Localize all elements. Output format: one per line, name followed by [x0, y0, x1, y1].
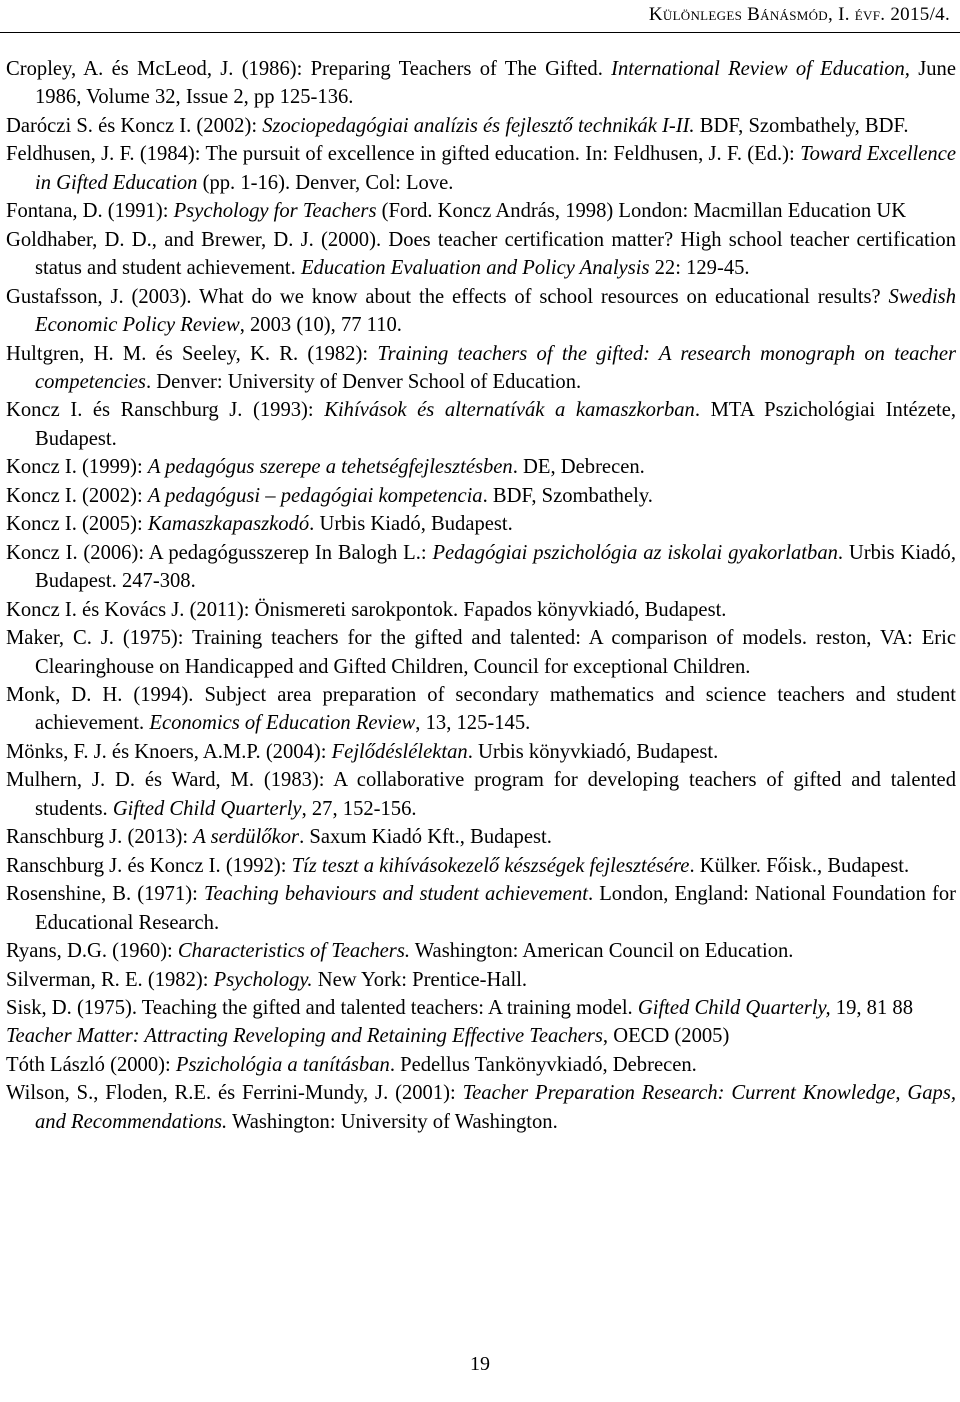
reference-text: June 1986, Volume 32, Issue 2, pp 125-136.	[35, 58, 956, 109]
reference-text: Mulhern, J. D. és Ward, M. (1983): A collaborative program for developing teachers of gifted and talented students.	[6, 769, 956, 820]
page-number: 19	[470, 1353, 490, 1375]
reference-entry	[6, 596, 956, 624]
reference-text: Sisk, D. (1975). Teaching the gifted and talented teachers: A training model.	[6, 996, 638, 1019]
reference-italic-text: A pedagógus szerepe a tehetségfejlesztésben	[147, 456, 513, 479]
reference-text: New York: Prentice-Hall.	[312, 968, 528, 991]
reference-text: Feldhusen, J. F. (1984): The pursuit of excellence in gifted education. In: Feldhusen, J. F. (Ed.):	[6, 143, 801, 166]
reference-italic-text: Teacher Preparation Research: Current Knowledge, Gaps, and Recommendations.	[35, 1082, 956, 1133]
reference-entry	[6, 994, 956, 1022]
reference-text: Ryans, D.G. (1960):	[6, 940, 178, 963]
reference-text: Ranschburg J. (2013):	[6, 826, 194, 849]
reference-text: 19, 81 88	[830, 996, 914, 1019]
reference-text: Fontana, D. (1991):	[6, 200, 174, 223]
reference-entry	[6, 482, 956, 510]
reference-entry	[6, 1051, 956, 1079]
reference-text: (pp. 1-16). Denver, Col: Love.	[197, 171, 454, 194]
reference-italic-text: Kihívások és alternatívák a kamaszkorban	[324, 399, 695, 422]
reference-entry	[6, 766, 956, 823]
reference-text: . Külker. Főisk., Budapest.	[689, 854, 910, 877]
reference-text: Koncz I. (2006): A pedagógusszerep In Balogh L.:	[6, 541, 433, 564]
reference-text: Hultgren, H. M. és Seeley, K. R. (1982):	[6, 342, 378, 365]
reference-text: Goldhaber, D. D., and Brewer, D. J. (2000). Does teacher certification matter? High school teacher certification status and student achievement.	[6, 228, 956, 280]
reference-text: Koncz I. (1999):	[6, 456, 148, 479]
reference-text: . MTA Pszichológiai Intézete, Budapest.	[35, 399, 956, 450]
reference-italic-text: Economics of Education Review	[149, 712, 416, 735]
reference-text: Koncz I. (2005):	[6, 513, 148, 536]
reference-text: Washington: American Council on Education.	[409, 940, 794, 963]
reference-entry	[6, 140, 956, 197]
reference-text: BDF, Szombathely, BDF.	[694, 114, 909, 137]
reference-italic-text: Teacher Matter: Attracting Reveloping and Retaining Effective Teachers	[6, 1025, 603, 1048]
reference-italic-text: Szociopedagógiai analízis és fejlesztő technikák I-II.	[262, 114, 695, 137]
reference-text: Monk, D. H. (1994). Subject area preparation of secondary mathematics and science teachers and student achievement.	[6, 683, 956, 735]
reference-italic-text: Swedish Economic Policy Review	[35, 285, 956, 337]
reference-italic-text: Fejlődéslélektan	[331, 740, 468, 763]
reference-entry	[6, 112, 956, 140]
reference-text: . Urbis könyvkiadó, Budapest.	[467, 740, 719, 763]
reference-italic-text: Toward Excellence in Gifted Education	[35, 143, 956, 194]
header-rule	[0, 32, 960, 33]
reference-entry	[6, 852, 956, 880]
reference-text: Daróczi S. és Koncz I. (2002):	[6, 114, 263, 137]
reference-text: . Urbis Kiadó, Budapest. 247-308.	[35, 541, 956, 593]
reference-entry	[6, 823, 956, 851]
reference-italic-text: Psychology.	[213, 968, 313, 991]
reference-text: . Saxum Kiadó Kft., Budapest.	[299, 826, 552, 849]
reference-text: Ranschburg J. és Koncz I. (1992):	[6, 854, 292, 877]
reference-entry	[6, 681, 956, 738]
reference-text: Wilson, S., Floden, R.E. és Ferrini-Mundy, J. (2001):	[6, 1082, 463, 1105]
reference-text: 22: 129-45.	[649, 257, 750, 280]
reference-italic-text: Teaching behaviours and student achievement	[203, 883, 588, 906]
reference-text: Cropley, A. és McLeod, J. (1986): Preparing Teachers of The Gifted.	[6, 58, 612, 80]
reference-text: (Ford. Koncz András, 1998) London: Macmillan Education UK	[376, 200, 907, 223]
reference-entry	[6, 283, 956, 340]
reference-italic-text: Gifted Child Quarterly	[112, 797, 302, 820]
reference-text: Mönks, F. J. és Knoers, A.M.P. (2004):	[6, 740, 332, 763]
reference-italic-text: Pszichológia a tanításban	[175, 1053, 390, 1076]
reference-italic-text: Psychology for Teachers	[173, 200, 377, 223]
running-header: Különleges Bánásmód, I. évf. 2015/4.	[648, 4, 950, 25]
reference-text: Tóth László (2000):	[6, 1053, 176, 1076]
reference-entry	[6, 226, 956, 283]
reference-entry	[6, 340, 956, 397]
reference-italic-text: Tíz teszt a kihívásokezelő készségek fejlesztésére	[291, 854, 690, 877]
reference-text: Rosenshine, B. (1971):	[6, 883, 204, 906]
reference-entry	[6, 510, 956, 538]
reference-entry	[6, 197, 956, 225]
reference-text: Koncz I. és Kovács J. (2011): Önismereti sarokpontok. Fapados könyvkiadó, Budapest.	[6, 598, 727, 621]
reference-entry	[6, 937, 956, 965]
reference-italic-text: A serdülőkor	[193, 826, 300, 849]
reference-text: , 2003 (10), 77 110.	[239, 314, 402, 337]
reference-italic-text: International Review of Education,	[611, 58, 910, 80]
reference-italic-text: Gifted Child Quarterly,	[637, 996, 831, 1019]
reference-entry	[6, 738, 956, 766]
reference-text: Koncz I. (2002):	[6, 484, 148, 507]
reference-entry	[6, 1079, 956, 1136]
reference-text: . London, England: National Foundation for Educational Research.	[35, 883, 956, 934]
reference-text: Washington: University of Washington.	[227, 1110, 558, 1133]
reference-entry	[6, 880, 956, 937]
reference-italic-text: Characteristics of Teachers.	[177, 940, 410, 963]
reference-text: . DE, Debrecen.	[512, 456, 645, 479]
reference-entry	[6, 55, 956, 112]
reference-text: , 27, 152-156.	[301, 797, 417, 820]
reference-text: Silverman, R. E. (1982):	[6, 968, 214, 991]
reference-text: . Pedellus Tankönyvkiadó, Debrecen.	[389, 1053, 697, 1076]
reference-italic-text: Education Evaluation and Policy Analysis	[300, 257, 650, 280]
reference-text: Maker, C. J. (1975): Training teachers for the gifted and talented: A comparison of models. reston, VA: Eric Clearinghouse on Handicapped and Gifted Children, Council for exceptional Children.	[6, 627, 956, 678]
reference-entry	[6, 966, 956, 994]
reference-italic-text: Pedagógiai pszichológia az iskolai gyakorlatban	[432, 541, 838, 564]
reference-text: . Urbis Kiadó, Budapest.	[309, 513, 513, 536]
reference-entry	[6, 1022, 956, 1050]
reference-italic-text: A pedagógusi – pedagógiai kompetencia	[147, 484, 483, 507]
reference-text: , OECD (2005)	[602, 1025, 730, 1048]
reference-text: . Denver: University of Denver School of Education.	[145, 370, 582, 393]
reference-entry	[6, 539, 956, 596]
reference-text: Gustafsson, J. (2003). What do we know about the effects of school resources on educational results?	[6, 285, 889, 308]
reference-entry	[6, 453, 956, 481]
reference-italic-text: Kamaszkapaszkodó	[147, 513, 310, 536]
reference-text: , 13, 125-145.	[415, 712, 531, 735]
reference-entry	[6, 624, 956, 681]
reference-text: Koncz I. és Ranschburg J. (1993):	[6, 399, 325, 422]
reference-text: . BDF, Szombathely.	[482, 484, 653, 507]
reference-entry	[6, 396, 956, 453]
reference-list	[6, 55, 956, 1136]
reference-italic-text: Training teachers of the gifted: A research monograph on teacher competencies	[35, 342, 956, 393]
